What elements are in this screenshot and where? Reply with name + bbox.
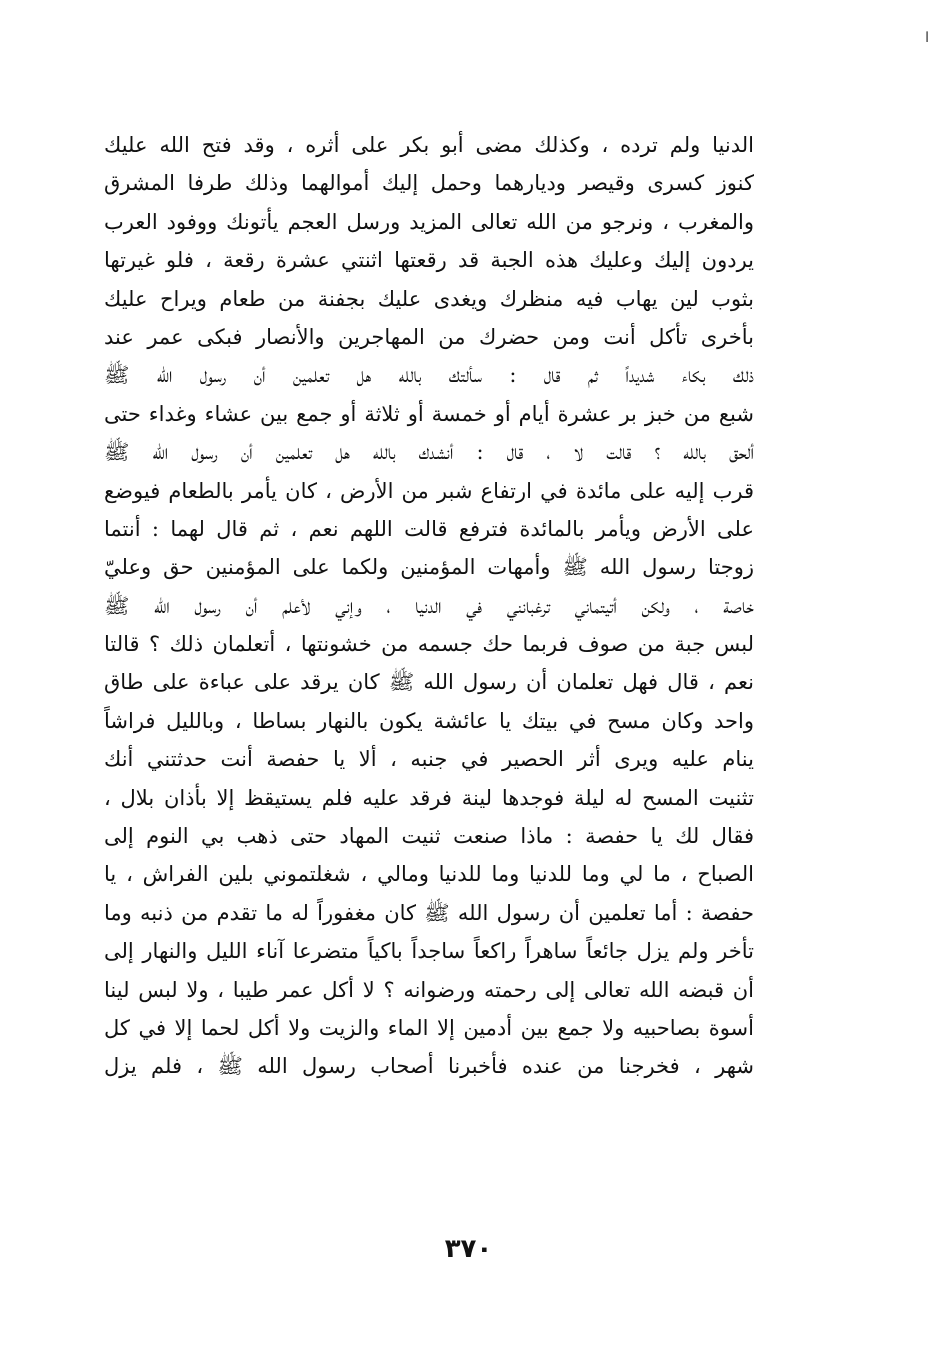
text-line: أن قبضه الله تعالى إلى رحمته ورضوانه ؟ لا أكل عمر طيبا ، ولا لبس لينا — [104, 977, 754, 1002]
text-line: كنوز كسرى وقيصر وديارهما وحمل إليك أموالهما وذلك طرفا المشرق — [104, 171, 754, 196]
text-line: نعم ، قال فهل تعلمان أن رسول الله ﷺ كان يرقد على عباءة على طاق — [104, 670, 754, 695]
text-line: تأخر ولم يزل جائعاً ساهراً راكعاً ساجداً باكياً متضرعا آناء الليل والنهار إلى — [104, 939, 754, 964]
text-line: على الأرض ويأمر بالمائدة فترفع قالت اللهم نعم ، ثم قال لهما : أنتما — [104, 516, 754, 541]
text-line: ينام عليه ويرى أثر الحصير في جنبه ، ألا يا حفصة أنت حدثتني أنك — [104, 747, 754, 772]
body-text — [104, 126, 754, 1086]
text-line: لبس جبة من صوف فربما حك جسمه من خشونتها ، أتعلمان ذلك ؟ قالتا — [104, 632, 754, 657]
text-line: شبع من خبز بر عشرة أيام أو خمسة أو ثلاثة أو جمع بين عشاء وغداء حتى — [104, 401, 754, 426]
text-line: يردون إليك وعليك هذه الجبة قد رقعتها اثنتي عشرة رقعة ، فلو غيرتها — [104, 248, 754, 273]
text-line: الدنيا ولم ترده ، وكذلك مضى أبو بكر على أثره ، وقد فتح الله عليك — [104, 133, 754, 157]
text-line: خاصة ، ولكن أتيتماني ترغبانني في الدنيا ، وإني لأعلم أن رسول الله ﷺ — [104, 593, 754, 618]
text-line: بثوب لين يهاب فيه منظرك ويغدى عليك بجفنة من طعام ويراح عليك — [104, 286, 754, 311]
text-line: بأخرى تأكل أنت ومن حضرك من المهاجرين والأنصار فبكى عمر عند — [104, 324, 754, 349]
text-line: شهر ، فخرجنا من عنده فأخبرنا أصحاب رسول الله ﷺ ، فلم يزل — [104, 1054, 754, 1079]
text-line: الصباح ، ما لي وما للدنيا وما للدنيا ومالي ، شغلتموني بلين الفراش ، يا — [104, 862, 754, 887]
text-line: حفصة : أما تعلمين أن رسول الله ﷺ كان مغفوراً له ما تقدم من ذنبه وما — [104, 900, 754, 925]
text-line: والمغرب ، ونرجو من الله تعالى المزيد ورسل العجم يأتونك ووفود العرب — [104, 209, 754, 234]
page-number: ٣٧٠ — [444, 1234, 493, 1264]
text-line: واحد وكان مسح في بيتك يا عائشة يكون بالنهار بساطا ، وبالليل فراشاً — [104, 708, 754, 733]
text-line: أسوة بصاحبيه ولا جمع بين أدمين إلا الماء والزيت ولا أكل لحما إلا في كل — [104, 1015, 754, 1040]
text-line: فقال لك يا حفصة : ماذا صنعت ثنيت المهاد حتى ذهب بي النوم إلى — [104, 824, 754, 849]
corner-mark: ا — [925, 30, 929, 46]
text-line: ألحق بالله ؟ قالت لا ، قال : أنشدك بالله هل تعلمين أن رسول الله ﷺ — [104, 440, 754, 465]
text-line: قرب إليه على مائدة في ارتفاع شبر من الأرض ، كان يأمر بالطعام فيوضع — [104, 478, 754, 503]
text-line: ذلك بكاء شديداً ثم قال : سألتك بالله هل تعلمين أن رسول الله ﷺ — [104, 363, 754, 388]
text-line: تثنيت المسح له ليلة فوجدها لينة فرقد عليه فلم يستيقظ إلا بأذان بلال ، — [104, 785, 754, 810]
text-line: زوجتا رسول الله ﷺ وأمهات المؤمنين ولكما على المؤمنين حق وعليّ — [104, 555, 754, 580]
